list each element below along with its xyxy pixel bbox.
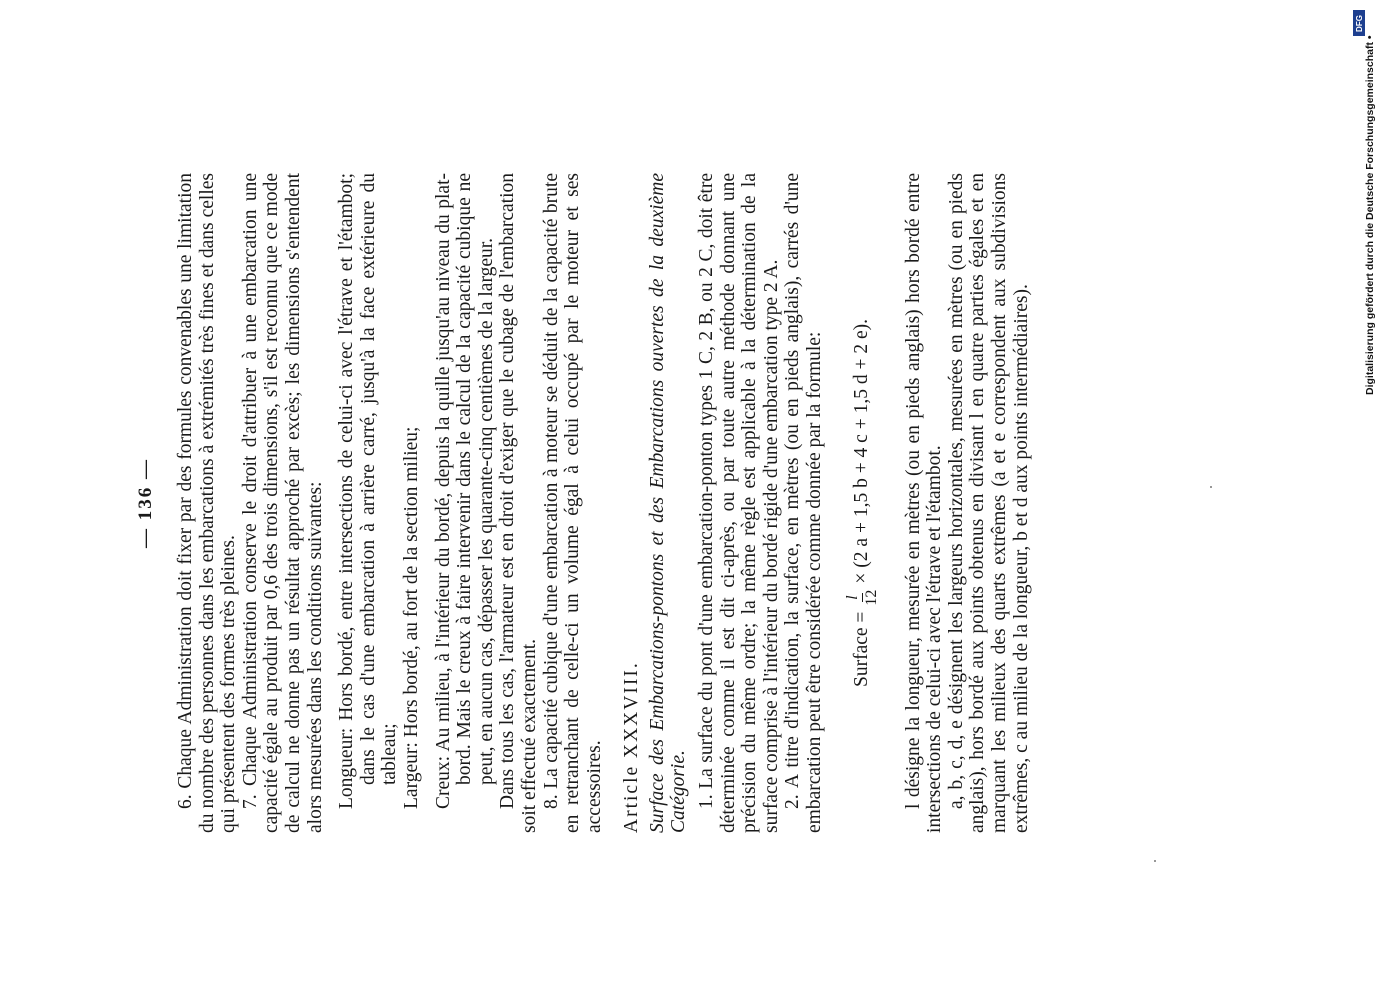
definition-longueur: Longueur: Hors bordé, entre intersections de celui-ci avec l'étrave et l'étambot; dans le cas d'une embarcation à arrière carré, jusqu'à la face extérieure du tableau; [336,173,401,809]
digitization-watermark [1353,10,1383,395]
formula-denominator: 12 [862,589,880,606]
page-body [175,173,1032,833]
article-paragraph-1: 1. La surface du pont d'une embarcation-ponton types 1 C, 2 B, ou 2 C, doit être déterminée comme il est dit ci-après, ou par toute autre méthode donnant une précision du même ordre; la même règle est applicable à la détermination de la surface comprise à l'intérieur du bordé rigide d'une embarcation type 2 A. [696,173,782,833]
formula-numerator: l [843,595,861,600]
page-number: — 136 — [135,458,156,548]
definition-largeur: Largeur: Hors bordé, au fort de la section milieu; [400,426,422,809]
paragraph-armateur: Dans tous les cas, l'armateur est en droit d'exiger que le cubage de l'embarcation soit effectué exactement. [497,173,540,833]
definition-abcde: a, b, c, d, e désignent les largeurs horizontales, mesurées en mètres (ou en pieds anglais), hors bordé aux points obtenus en divisant l en quatre parties égales et en marquant les milieux des quarts extrêmes (a et e correspondent aux subdivisions extrêmes, c au milieu de la longueur, b et d aux points intermédiaires). [945,173,1032,833]
paragraph-7: 7. Chaque Administration conserve le droit d'attribuer à une embarcation une capacité égale au produit par 0,6 des trois dimensions, s'il est reconnu que ce mode de calcul ne donne pas un résultat approché par excès; les dimensions s'entendent alors mesurées dans les conditions suivantes: [239,173,326,833]
rotated-page [135,173,1075,833]
dimension-definitions [336,173,422,833]
article-paragraph-2: 2. A titre d'indication, la surface, en mètres (ou en pieds anglais), carrés d'une embarcation peut être considérée comme donnée par la formule: [782,173,826,833]
scan-speck [1154,860,1156,862]
scan-speck [1210,486,1212,488]
dfg-logo: DFG [1353,10,1365,36]
paragraph-8: 8. La capacité cubique d'une embarcation à moteur se déduit de la capacité brute en retranchant de celle-ci un volume égal à celui occupé par le moteur et ses accessoires. [540,173,605,833]
article-title: Article XXXVIII. [621,661,643,833]
surface-formula [844,173,881,833]
paragraph-6: 6. Chaque Administration doit fixer par des formules convenables une limitation du nombre des personnes dans les embarcations à extrémités très fines et dans celles qui présentent des formes très pleines. [175,173,240,833]
watermark-text: Digitalisierung gefördert durch die Deutsche Forschungsgemeinschaft • [1364,35,1376,395]
creux-definition-block [433,173,498,833]
definition-l: l désigne la longueur, mesurée en mètres (ou en pieds anglais) hors bordé entre intersections de celui-ci avec l'étrave et l'étambot. [902,173,946,833]
definition-creux: Creux: Au milieu, à l'intérieur du bordé, depuis la quille jusqu'au niveau du plat-bord. Mais le creux à faire intervenir dans le calcul de la capacité cubique ne peut, en aucun cas, dépasser les quarante-cinq centièmes de la largeur. [432,173,497,809]
formula-right: × (2 a + 1,5 b + 4 c + 1,5 d + 2 e). [851,319,873,584]
formula-fraction [844,590,881,606]
article-subtitle: Surface des Embarcations-pontons et des Embarcations ouvertes de la deuxième Catégorie. [646,173,690,833]
formula-left: Surface = [851,611,873,687]
